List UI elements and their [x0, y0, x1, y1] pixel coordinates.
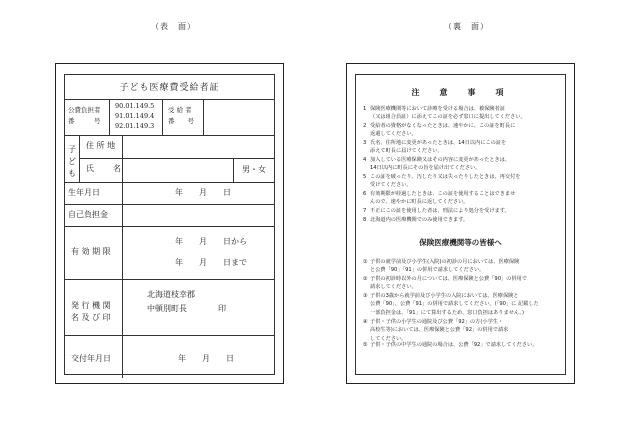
- note-line: 添えて町長に届けてください。: [370, 148, 443, 155]
- note-line: 受給者の資格がなくなったときは、速やかに、この証を町長に: [370, 123, 516, 129]
- back-card: [346, 63, 575, 384]
- instruction-number: ④: [363, 319, 368, 325]
- section-title: 保険医療機関等の皆様へ: [419, 238, 502, 247]
- child-label-3: も: [68, 169, 76, 178]
- issue-date-value: 年 月 日: [178, 354, 234, 363]
- instruction-number: ①: [363, 259, 368, 265]
- instruction-line: 子供・子供の中学生の通院の場合は、公費「92」で請求してください。: [370, 342, 538, 348]
- note-item: [363, 105, 559, 122]
- note-number: 6: [363, 191, 367, 197]
- instruction-item: [363, 275, 559, 292]
- recipient-number-label: 受 給 者: [168, 106, 192, 114]
- note-line: 14日以内に町長にその旨を届け出てください。: [370, 165, 481, 172]
- note-line: 返還してください。: [370, 131, 417, 138]
- payer-number-91: 91.01.149.4: [115, 112, 155, 120]
- birth-date-label: 生年月日: [68, 188, 100, 197]
- issuer-name-line-1: 北海道枝幸郡: [147, 290, 195, 299]
- note-item: [363, 156, 559, 173]
- note-line: （又は組合員証）に添えてこの証を必ず窓口に提出してください。: [370, 114, 526, 121]
- issuer-label-2: 名 及 び 印: [71, 313, 111, 322]
- instruction-line: 公費「90」、公費「91」の併用で請求してください。(「90」に 記載した: [370, 301, 539, 308]
- instruction-line: 高校生等)においては、医療保険と公費「92」の併用で請求: [370, 327, 509, 334]
- note-number: 8: [363, 217, 367, 223]
- self-pay-label: 自己負担金: [68, 210, 108, 219]
- note-number: 7: [363, 208, 367, 214]
- note-number: 3: [363, 140, 367, 146]
- birth-date-value: 年 月 日: [175, 188, 231, 197]
- payer-number-label-2: 番 号: [68, 117, 101, 125]
- note-line: 氏名、住所地に変更があったときは、14日以内にこの証を: [370, 140, 507, 146]
- instruction-item: [363, 318, 559, 343]
- payer-number-90: 90.01.149.5: [115, 102, 155, 110]
- instruction-number: ⑤: [363, 342, 368, 348]
- instruction-number: ②: [363, 276, 368, 282]
- notes-title: 注 意 事 項: [411, 88, 510, 97]
- instruction-number: ③: [363, 293, 368, 299]
- instruction-line: 請求してください。: [370, 284, 417, 291]
- name-label: 氏 名: [86, 164, 122, 173]
- note-item: [363, 173, 559, 190]
- card-title: 子ども医療費受給者証: [119, 83, 220, 93]
- note-line: 不正にこの証を使用した者は、刑法により処分を受けます。: [370, 208, 510, 214]
- instruction-line: 一部負担金は、「91」にて算出するため、窓口負担はありません。): [370, 309, 524, 316]
- instruction-item: [363, 258, 559, 275]
- note-item: [363, 139, 559, 156]
- note-line: 北海道内の医療機関でのみ使用できます。: [370, 217, 469, 223]
- instruction-item: [363, 292, 559, 317]
- issuer-label: 発 行 機 関: [71, 301, 111, 310]
- instruction-line: 子供・子供の小学生の通院及び公費「92」の方(小学生・: [370, 319, 504, 325]
- note-line: 受けてください。: [370, 182, 412, 189]
- note-item: [363, 216, 559, 224]
- note-item: [363, 122, 559, 139]
- front-side-label: （表 面）: [151, 22, 196, 31]
- validity-label: 有 効 期 限: [71, 247, 111, 256]
- front-form-table: [64, 74, 275, 375]
- instruction-line: してください。: [370, 335, 407, 342]
- payer-number-92: 92.01.149.3: [115, 122, 155, 130]
- seal-mark: 印: [218, 304, 226, 313]
- payer-number-label: 公費負担者: [68, 106, 101, 114]
- instruction-item: [363, 341, 559, 349]
- validity-to: 年 月 日まで: [175, 258, 247, 267]
- front-card: [55, 63, 284, 384]
- issuer-name-line-2: 中頓別町長: [147, 304, 187, 313]
- back-notes-box: [355, 74, 566, 375]
- child-label-1: 子: [68, 145, 76, 154]
- note-line: んので、速やかに町長に返してください。: [370, 199, 469, 206]
- note-line: 保険医療機関等において診療を受ける場合は、被保険者証: [370, 106, 505, 112]
- note-line: 有効期限が経過したときは、この証を使用することはできませ: [370, 191, 516, 197]
- recipient-number-label-2: 番 号: [168, 117, 194, 125]
- instruction-line: 子供の就学前及び小学生(入院)の初診の月においては、医療保険: [370, 259, 520, 265]
- gender-selector: 男・女: [242, 165, 266, 174]
- instruction-line: 子供の3歳から就学前及び小学生の入院においては、医療保険と: [370, 293, 519, 299]
- note-item: [363, 190, 559, 207]
- back-side-label: （裏 面）: [444, 22, 489, 31]
- instruction-line: と公費「90」「91」の併用で請求してください。: [370, 267, 485, 274]
- address-label: 住 所 地: [86, 141, 116, 150]
- note-line: この証を破ったり、汚したり又は失ったりしたときは、再交付を: [370, 174, 521, 180]
- note-item: [363, 207, 559, 215]
- note-number: 5: [363, 174, 367, 180]
- issue-date-label: 交付年月日: [71, 354, 111, 363]
- note-line: 加入している医療保険又はその内容に変更があったときは、: [370, 157, 511, 163]
- instruction-line: 子供の初診時以外の月については、医療保険と公費「90」の併用で: [370, 276, 527, 282]
- note-number: 4: [363, 157, 367, 163]
- validity-from: 年 月 日から: [175, 237, 247, 246]
- note-number: 1: [363, 106, 367, 112]
- child-label-2: ど: [68, 157, 76, 166]
- note-number: 2: [363, 123, 367, 129]
